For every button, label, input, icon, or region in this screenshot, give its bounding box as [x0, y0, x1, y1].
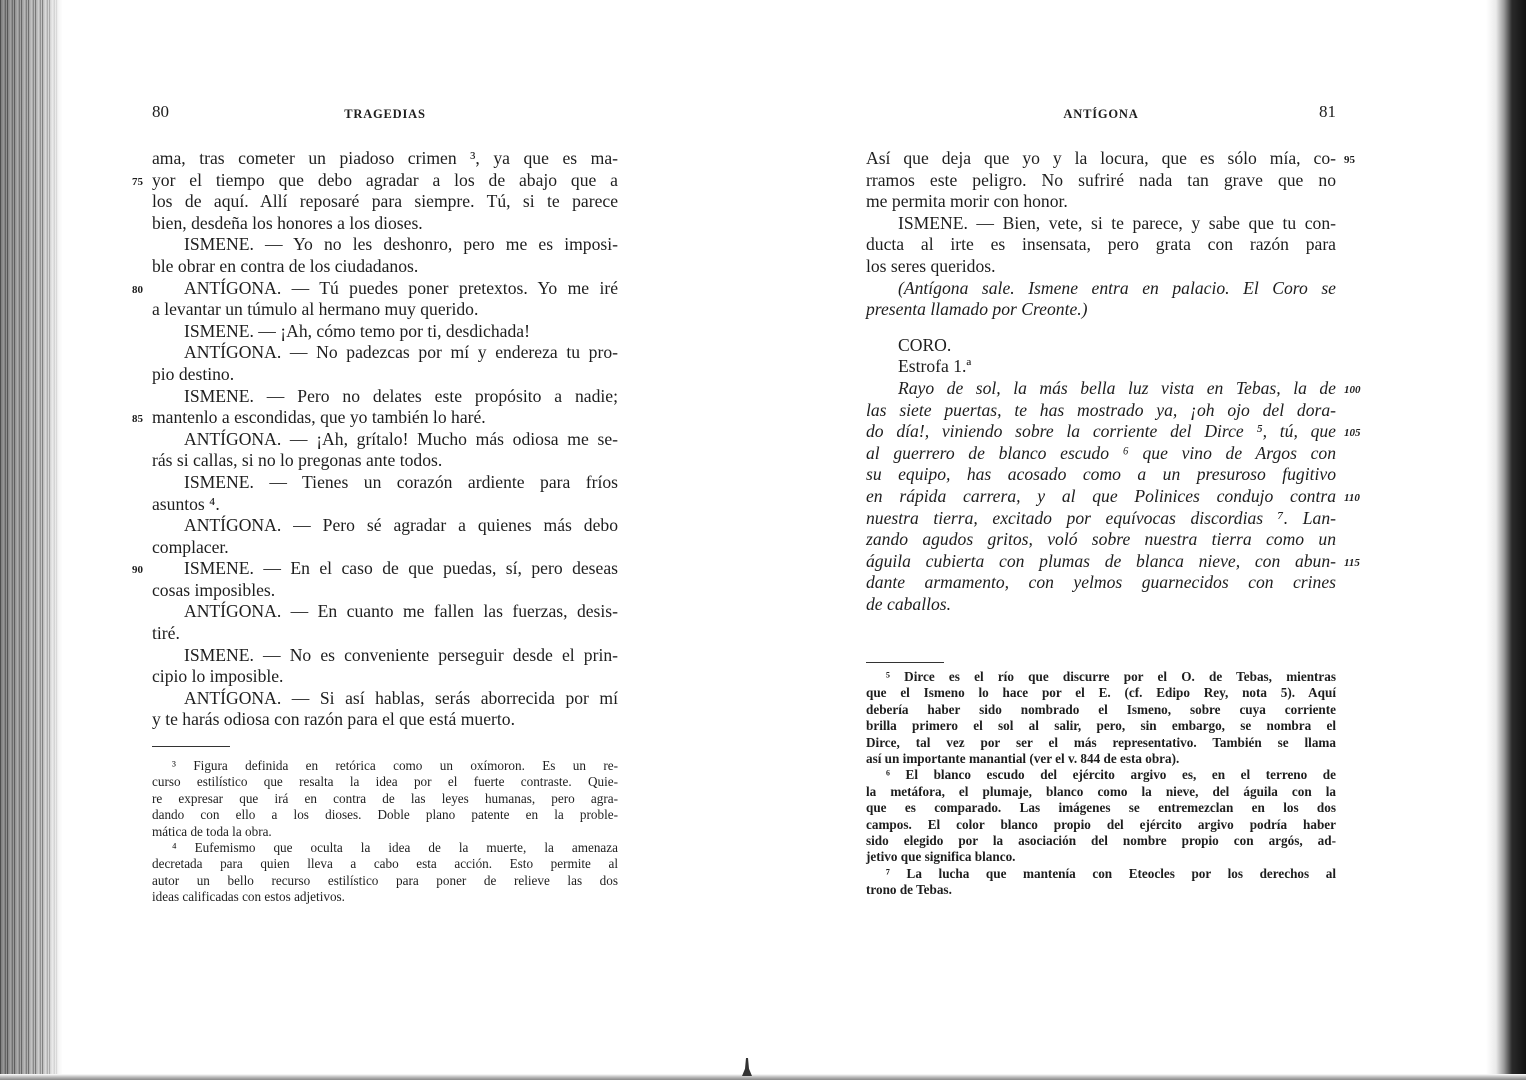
footnote-line: sido elegido por la asociación del nombre propio con argós, ad- [866, 832, 1336, 848]
text-line-content: asuntos ⁴. [152, 493, 220, 514]
verse-number: 80 [132, 283, 143, 296]
footnote-line: re expresar que irá en contra de las leyes humanas, pero agra- [152, 790, 618, 806]
footnote-line: ⁵ Dirce es el río que discurre por el O. de Tebas, mientras [886, 669, 1336, 684]
text-line-content: las siete puertas, te has mostrado ya, ¡oh ojo del dora- [866, 399, 1336, 420]
book-edge-right [1486, 0, 1526, 1080]
text-line [152, 623, 618, 645]
text-line-content: CORO. [898, 334, 952, 355]
text-line-content: ANTÍGONA. — En cuanto me fallen las fuerzas, desis- [184, 601, 618, 622]
text-line-content: ISMENE. — ¡Ah, cómo temo por ti, desdichada! [184, 320, 530, 341]
text-line-content: ducta al irte es insensata, pero grata con razón para [866, 234, 1336, 255]
text-line-content: pio destino. [152, 363, 235, 384]
text-line-content: zando agudos gritos, voló sobre nuestra tierra como un [866, 529, 1336, 550]
book-spine-edge-left [0, 0, 62, 1080]
verse-number: 115 [1344, 556, 1360, 569]
text-line-content: ISMENE. — Pero no delates este propósito a nadie; [184, 385, 618, 406]
gutter-mark-icon [742, 1058, 752, 1076]
text-line-content: al guerrero de blanco escudo ⁶ que vino de Argos con [866, 442, 1336, 463]
footnotes [152, 758, 618, 906]
text-line [152, 450, 618, 472]
footnote-line: Dirce, tal vez por ser el más representativo. También se llama [866, 734, 1336, 750]
verse-number: 90 [132, 564, 143, 577]
footnote-line: decretada para quien lleva a cabo esta acción. Esto permite al [152, 856, 618, 872]
text-line-content: (Antígona sale. Ismene entra en palacio. El Coro se [898, 277, 1336, 298]
text-line [866, 148, 1355, 170]
text-line-content: cipio lo imposible. [152, 666, 284, 687]
text-line [152, 709, 618, 731]
running-head [152, 102, 618, 126]
footnote-line: trono de Tebas. [866, 882, 952, 898]
text-line-content: Rayo de sol, la más bella luz vista en Tebas, la de [898, 377, 1336, 398]
text-line-content: su equipo, has acosado como a un presuroso fugitivo [866, 464, 1336, 485]
text-line-content: ISMENE. — Bien, vete, si te parece, y sabe que tu con- [898, 212, 1336, 233]
text-line [152, 515, 618, 537]
text-line [152, 688, 618, 710]
text-line [152, 580, 618, 602]
text-line [152, 645, 618, 667]
text-line-content: de caballos. [866, 593, 952, 614]
verse-number: 85 [132, 413, 143, 426]
text-line-content: los de aquí. Allí reposaré para siempre. Tú, si te parece [152, 191, 618, 212]
text-line [152, 213, 618, 235]
text-line [152, 364, 618, 386]
text-line-content: presenta llamado por Creonte.) [866, 299, 1088, 320]
text-line [132, 558, 618, 580]
footnotes [866, 669, 1336, 898]
text-line [152, 472, 618, 494]
text-line [152, 537, 618, 559]
text-line [866, 335, 1336, 357]
text-line-content: y te harás odiosa con razón para el que está muerto. [152, 709, 515, 730]
text-line [152, 666, 618, 688]
text-line [866, 278, 1336, 300]
footnote-line: mática de toda la obra. [152, 823, 272, 839]
text-line [866, 594, 1336, 616]
verse-number: 100 [1344, 383, 1361, 396]
running-title: ANTÍGONA [1063, 107, 1139, 121]
verse-number: 95 [1344, 154, 1355, 166]
text-line [866, 400, 1336, 422]
text-line [152, 299, 618, 321]
text-line-content: ANTÍGONA. — No padezcas por mí y endereza tu pro- [184, 342, 618, 363]
text-line [866, 299, 1336, 321]
text-line [132, 169, 618, 192]
verse-number: 75 [132, 175, 143, 188]
footnote-line: jetivo que significa blanco. [866, 849, 1016, 865]
text-line-content: Así que deja que yo y la locura, que es sólo mía, co- [866, 148, 1336, 168]
text-line [866, 485, 1360, 508]
text-line [132, 277, 618, 300]
footnote-line: brilla primero el sol al salir, pero, sin embargo, se nombra el [866, 718, 1336, 734]
text-line [152, 429, 618, 451]
text-line-content: me permita morir con honor. [866, 191, 1068, 212]
running-title: TRAGEDIAS [344, 107, 426, 121]
text-line-content: do día!, viniendo sobre la corriente del Dirce ⁵, tú, que [866, 421, 1336, 442]
text-line [866, 550, 1360, 573]
text-line [152, 148, 618, 170]
running-head [866, 102, 1336, 126]
text-line-content: rás si callas, si no lo pregonas ante todos. [152, 450, 443, 471]
page-number: 81 [1319, 102, 1336, 121]
text-line-content: ANTÍGONA. — ¡Ah, grítalo! Mucho más odiosa me se- [184, 428, 618, 449]
verse-number: 110 [1344, 491, 1360, 504]
text-line-content: tiré. [152, 623, 180, 644]
footnote-line: ideas calificadas con estos adjetivos. [152, 889, 345, 905]
text-line-content: nuestra tierra, excitado por equívocas discordias ⁷. Lan- [866, 507, 1336, 528]
text-line [866, 443, 1336, 465]
footnote-line: ⁴ Eufemismo que oculta la idea de la muerte, la amenaza [172, 839, 618, 855]
text-line [866, 464, 1336, 486]
text-line [866, 234, 1336, 256]
text-line-content: ANTÍGONA. — Tú puedes poner pretextos. Yo me iré [184, 277, 618, 298]
text-line-content: ISMENE. — En el caso de que puedas, sí, pero deseas [184, 558, 618, 579]
text-line [152, 321, 618, 343]
text-line [866, 356, 1336, 378]
text-line [152, 342, 618, 364]
footnote-line: ⁷ La lucha que mantenía con Eteocles por los derechos al [886, 865, 1336, 881]
text-line [152, 234, 618, 256]
text-line [152, 601, 618, 623]
text-line-content: Estrofa 1.ª [898, 356, 972, 377]
body-text [866, 148, 1361, 615]
text-line-content: águila cubierta con plumas de blanca nieve, con abun- [866, 550, 1336, 571]
text-line-content: mantenlo a escondidas, que yo también lo haré. [152, 407, 486, 428]
text-line [866, 508, 1336, 530]
text-line [152, 256, 618, 278]
text-line [866, 213, 1336, 235]
footnote-line: curso estilístico que resalta la idea por el fuerte contraste. Quie- [152, 774, 618, 790]
text-line [152, 191, 618, 213]
footnote-line: así un importante manantial (ver el v. 844 de esta obra). [866, 750, 1180, 766]
text-line-content: ISMENE. — Tienes un corazón ardiente para fríos [184, 471, 618, 492]
text-line [866, 170, 1336, 192]
text-line-content: ANTÍGONA. — Si así hablas, serás aborrecida por mí [184, 687, 618, 708]
footnote-rule [152, 746, 230, 747]
text-line-content: ISMENE. — Yo no les deshonro, pero me es imposi- [184, 234, 618, 255]
footnote-line: que es comparado. Las imágenes se entremezclan en los dos [866, 800, 1336, 816]
page-number: 80 [152, 102, 169, 121]
footnote-line: la metáfora, el plumaje, blanco como la nieve, del águila con la [866, 783, 1336, 799]
text-line [866, 529, 1336, 551]
text-line [866, 421, 1361, 443]
text-line-content: en rápida carrera, y al que Polinices condujo contra [866, 485, 1336, 506]
text-line [866, 191, 1336, 213]
text-line-content: ANTÍGONA. — Pero sé agradar a quienes más debo [184, 515, 618, 536]
text-line-content: complacer. [152, 536, 229, 557]
text-line-content: ble obrar en contra de los ciudadanos. [152, 255, 419, 276]
text-line-content: ama, tras cometer un piadoso crimen ³, ya que es ma- [152, 148, 618, 168]
footnote-line: campos. El color blanco propio del ejército argivo podría haber [866, 816, 1336, 832]
verse-number: 105 [1344, 427, 1361, 440]
footnote-rule [866, 662, 944, 663]
text-line-content: bien, desdeña los honores a los dioses. [152, 212, 423, 233]
text-line-content: cosas imposibles. [152, 579, 276, 600]
footnote-line: ³ Figura definida en retórica como un oxímoron. Es un re- [172, 758, 618, 773]
text-line-content: a levantar un túmulo al hermano muy querido. [152, 299, 479, 320]
footnote-line: que el Ismeno lo hace por el E. (cf. Edipo Rey, nota 5). Aquí [866, 685, 1336, 701]
text-line-content: dante armamento, con yelmos guarnecidos con crines [866, 572, 1336, 593]
text-line-content: rramos este peligro. No sufriré nada tan grave que no [866, 169, 1336, 190]
text-line [132, 407, 618, 429]
footnote-line: dando con ello a los dioses. Doble plano patente en la proble- [152, 807, 618, 823]
text-line-content: yor el tiempo que debo agradar a los de abajo que a [152, 169, 618, 190]
body-text [132, 148, 618, 731]
footnote-line: autor un bello recurso estilístico para poner de relieve las dos [152, 872, 618, 888]
book-edge-bottom [0, 1074, 1526, 1080]
text-line-content: los seres queridos. [866, 255, 996, 276]
text-line [866, 572, 1336, 594]
footnote-line: ⁶ El blanco escudo del ejército argivo es, en el terreno de [886, 767, 1336, 783]
text-line [152, 386, 618, 408]
text-line [866, 377, 1361, 400]
footnote-line: debería haber sido nombrado el Ismeno, sobre cuya corriente [866, 701, 1336, 717]
text-line [866, 256, 1336, 278]
text-line-content: ISMENE. — No es conveniente perseguir desde el prin- [184, 644, 618, 665]
text-line [152, 494, 618, 516]
